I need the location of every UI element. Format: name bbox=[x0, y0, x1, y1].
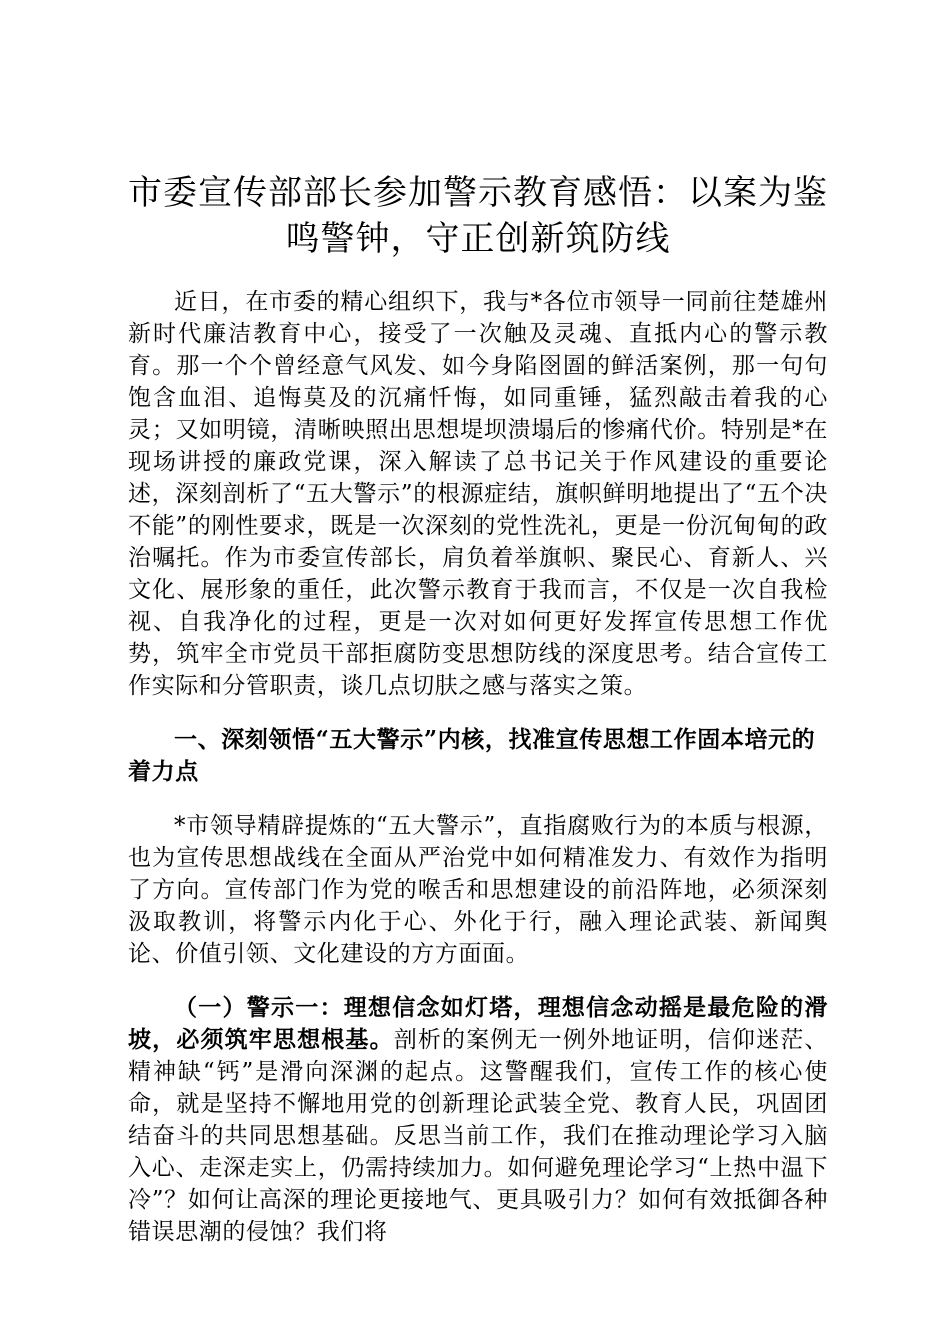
paragraph-five-warnings: *市领导精辟提炼的“五大警示”，直指腐败行为的本质与根源，也为宣传思想战线在全面从严治党中如何精准发力、有效作为指明了方向。宣传部门作为党的喉舌和思想建设的前沿阵地，必须深刻汲取教训，将警示内化于心、外化于行，融入理论武装、新闻舆论、价值引领、文化建设的方方面面。 bbox=[128, 813, 828, 967]
title-line-2: 鸣警钟，守正创新筑防线 bbox=[285, 219, 671, 259]
warning-one-lead: （一）警示一：理想信念如灯塔，理想信念动摇是最危险的滑坡，必须筑牢思想根基。 bbox=[128, 994, 828, 1053]
document-title bbox=[128, 170, 828, 262]
paragraph-intro: 近日，在市委的精心组织下，我与*各位市领导一同前往楚雄州新时代廉洁教育中心，接受了一次触及灵魂、直抵内心的警示教育。那一个个曾经意气风发、如今身陷囹圄的鲜活案例，那一句句饱含血泪、追悔莫及的沉痛忏悔，如同重锤，猛烈敲击着我的心灵；又如明镜，清晰映照出思想堤坝溃塌后的惨痛代价。特别是*在现场讲授的廉政党课，深入解读了总书记关于作风建设的重要论述，深刻剖析了“五大警示”的根源症结，旗帜鲜明地提出了“五个决不能”的刚性要求，既是一次深刻的党性洗礼，更是一份沉甸甸的政治嘱托。作为市委宣传部长，肩负着举旗帜、聚民心、育新人、兴文化、展形象的重任，此次警示教育于我而言，不仅是一次自我检视、自我净化的过程，更是一次对如何更好发挥宣传思想工作优势，筑牢全市党员干部拒腐防变思想防线的深度思考。结合宣传工作实际和分管职责，谈几点切肤之感与落实之策。 bbox=[128, 289, 828, 699]
section-heading-1: 一、深刻领悟“五大警示”内核，找准宣传思想工作固本培元的着力点 bbox=[128, 726, 816, 785]
paragraph-warning-one bbox=[128, 992, 828, 1248]
title-line-1: 市委宣传部部长参加警示教育感悟：以案为鉴 bbox=[128, 173, 828, 213]
document-page bbox=[128, 170, 828, 1270]
warning-one-body: 剖析的案例无一例外地证明，信仰迷茫、精神缺“钙”是滑向深渊的起点。这警醒我们，宣传工作的核心使命，就是坚持不懈地用党的创新理论武装全党、教育人民，巩固团结奋斗的共同思想基础。反思当前工作，我们在推动理论学习入脑入心、走深走实上，仍需持续加力。如何避免理论学习“上热中温下冷”？如何让高深的理论更接地气、更具吸引力？如何有效抵御各种错误思潮的侵蚀？我们将 bbox=[128, 1027, 828, 1245]
